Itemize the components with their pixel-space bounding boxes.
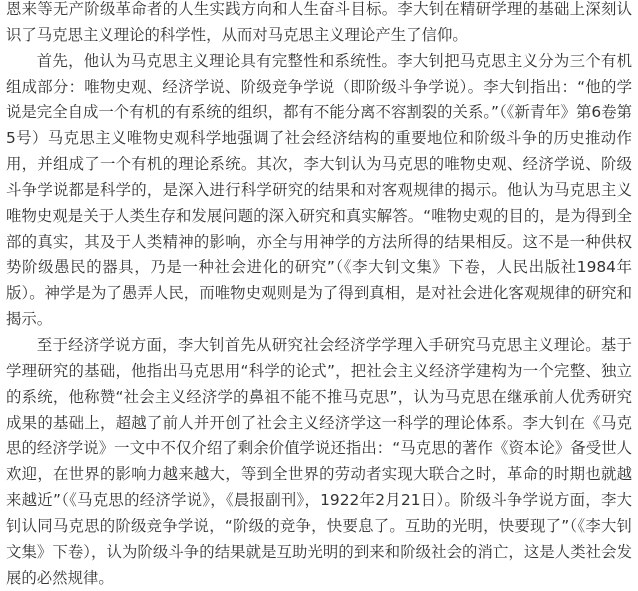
paragraph-marxism-completeness: 首先，他认为马克思主义理论具有完整性和系统性。李大钊把马克思主义分为三个有机组成部分：唯物史观、经济学说、阶级竞争学说（即阶级斗争学说）。李大钊指出：“他的学说是完全自成一个有机的有系统的组织，都有不能分离不容割裂的关系。”（《新青年》第6卷第5号）马克思主义唯物史观科学地强调了社会经济结构的重要地位和阶级斗争的历史推动作用，并组成了一个有机的理论系统。其次，李大钊认为马克思的唯物史观、经济学说、阶级斗争学说都是科学的，是深入进行科学研究的结果和对客观规律的揭示。他认为马克思主义唯物史观是关于人类生存和发展问题的深入研究和真实解答。“唯物史观的目的，是为得到全部的真实，其及于人类精神的影响，亦全与用神学的方法所得的结果相反。这不是一种供权势阶级愚民的器具，乃是一种社会进化的研究”（《李大钊文集》下卷，人民出版社1984年版）。神学是为了愚弄人民，而唯物史观则是为了得到真相，是对社会进化客观规律的研究和揭示。 — [6, 51, 632, 329]
paragraph-economic-theory: 至于经济学说方面，李大钊首先从研究社会经济学学理入手研究马克思主义理论。基于学理研究的基础，他指出马克思用“科学的论式”，把社会主义经济学建构为一个完整、独立的系统，他称赞“社会主义经济学的鼻祖不能不推马克思”，认为马克思在继承前人优秀研究成果的基础上，超越了前人并开创了社会主义经济学这一科学的理论体系。李大钊在《马克思的经济学说》一文中不仅介绍了剩余价值学说还指出：“马克思的著作《资本论》备受世人欢迎，在世界的影响力越来越大，等到全世界的劳动者实现大联合之时，革命的时期也就越来越近”（《马克思的经济学说》，《晨报副刊》，1922年2月21日）。阶级斗争学说方面，李大钊认同马克思的阶级竞争学说，“阶级的竞争，快要息了。互助的光明，快要现了”（《李大钊文集》下卷），认为阶级斗争的结果就是互助光明的到来和阶级社会的消亡，这是人类社会发展的必然规律。 — [6, 335, 632, 587]
paragraph-continued: 恩来等无产阶级革命者的人生实践方向和人生奋斗目标。李大钊在精研学理的基础上深刻认识了马克思主义理论的科学性，从而对马克思主义理论产生了信仰。 — [6, 0, 632, 44]
